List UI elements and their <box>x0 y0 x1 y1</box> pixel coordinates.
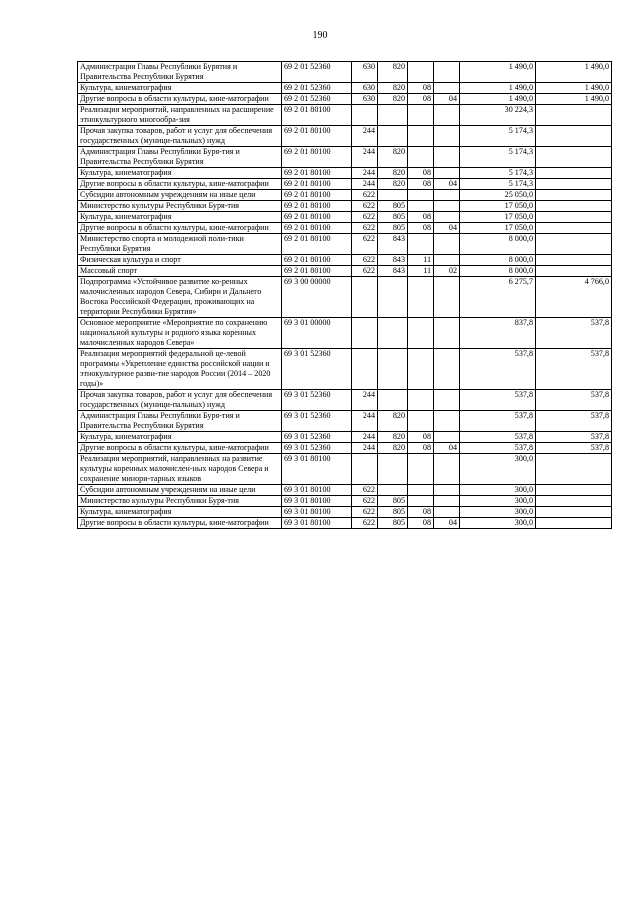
amount-year-2-cell <box>536 518 612 529</box>
section-cell: 08 <box>408 443 434 454</box>
section-cell: 08 <box>408 212 434 223</box>
row-name-cell: Министерство спорта и молодежной поли-тики Республики Бурятия <box>78 234 282 255</box>
ministry-code-cell: 805 <box>378 223 408 234</box>
amount-year-2-cell: 1 490,0 <box>536 62 612 83</box>
expense-type-cell: 630 <box>352 62 378 83</box>
ministry-code-cell <box>378 318 408 349</box>
row-name-cell: Прочая закупка товаров, работ и услуг для обеспечения государственных (муници-пальных) нужд <box>78 390 282 411</box>
amount-year-1-cell: 300,0 <box>460 518 536 529</box>
amount-year-1-cell: 537,8 <box>460 349 536 390</box>
expense-type-cell: 630 <box>352 83 378 94</box>
table-row <box>78 411 612 432</box>
expense-type-cell: 622 <box>352 507 378 518</box>
subsection-cell <box>434 432 460 443</box>
target-code-cell: 69 3 01 80100 <box>282 485 352 496</box>
table-row <box>78 266 612 277</box>
amount-year-2-cell <box>536 126 612 147</box>
section-cell: 08 <box>408 168 434 179</box>
expense-type-cell: 622 <box>352 190 378 201</box>
target-code-cell: 69 2 01 80100 <box>282 168 352 179</box>
amount-year-1-cell: 30 224,3 <box>460 105 536 126</box>
expense-type-cell <box>352 454 378 485</box>
amount-year-2-cell <box>536 147 612 168</box>
subsection-cell <box>434 390 460 411</box>
subsection-cell <box>434 507 460 518</box>
row-name-cell: Реализация мероприятий федеральной це-левой программы «Укрепление единства российской нации и этнокультурное разви-тие народов России (2014 – 2020 годы)» <box>78 349 282 390</box>
amount-year-2-cell: 537,8 <box>536 349 612 390</box>
amount-year-1-cell: 17 050,0 <box>460 212 536 223</box>
row-name-cell: Культура, кинематография <box>78 507 282 518</box>
target-code-cell: 69 3 01 80100 <box>282 496 352 507</box>
expense-type-cell: 244 <box>352 432 378 443</box>
amount-year-1-cell: 537,8 <box>460 411 536 432</box>
amount-year-1-cell: 837,8 <box>460 318 536 349</box>
table-row <box>78 94 612 105</box>
subsection-cell <box>434 411 460 432</box>
subsection-cell <box>434 349 460 390</box>
expense-type-cell: 244 <box>352 168 378 179</box>
ministry-code-cell <box>378 105 408 126</box>
target-code-cell: 69 3 01 00000 <box>282 318 352 349</box>
amount-year-2-cell <box>536 485 612 496</box>
subsection-cell: 02 <box>434 266 460 277</box>
ministry-code-cell: 820 <box>378 62 408 83</box>
table-row <box>78 432 612 443</box>
expense-type-cell <box>352 349 378 390</box>
target-code-cell: 69 3 01 52360 <box>282 411 352 432</box>
amount-year-2-cell <box>536 201 612 212</box>
amount-year-1-cell: 300,0 <box>460 496 536 507</box>
section-cell: 08 <box>408 223 434 234</box>
target-code-cell: 69 3 01 52360 <box>282 349 352 390</box>
amount-year-1-cell: 5 174,3 <box>460 126 536 147</box>
subsection-cell: 04 <box>434 94 460 105</box>
amount-year-2-cell: 537,8 <box>536 443 612 454</box>
subsection-cell <box>434 62 460 83</box>
amount-year-1-cell: 300,0 <box>460 507 536 518</box>
subsection-cell <box>434 83 460 94</box>
expense-type-cell: 244 <box>352 147 378 168</box>
section-cell <box>408 126 434 147</box>
subsection-cell <box>434 168 460 179</box>
table-row <box>78 390 612 411</box>
target-code-cell: 69 2 01 80100 <box>282 105 352 126</box>
table-row <box>78 349 612 390</box>
ministry-code-cell: 843 <box>378 255 408 266</box>
row-name-cell: Субсидии автономным учреждениям на иные цели <box>78 190 282 201</box>
subsection-cell <box>434 454 460 485</box>
section-cell <box>408 105 434 126</box>
target-code-cell: 69 3 01 80100 <box>282 518 352 529</box>
section-cell <box>408 147 434 168</box>
amount-year-1-cell: 17 050,0 <box>460 223 536 234</box>
row-name-cell: Культура, кинематография <box>78 432 282 443</box>
subsection-cell <box>434 485 460 496</box>
amount-year-1-cell: 5 174,3 <box>460 147 536 168</box>
subsection-cell <box>434 212 460 223</box>
target-code-cell: 69 2 01 80100 <box>282 212 352 223</box>
amount-year-2-cell <box>536 255 612 266</box>
amount-year-2-cell <box>536 234 612 255</box>
table-row <box>78 212 612 223</box>
amount-year-1-cell: 25 050,0 <box>460 190 536 201</box>
amount-year-2-cell <box>536 179 612 190</box>
page-number: 190 <box>312 30 328 41</box>
expense-type-cell: 244 <box>352 179 378 190</box>
amount-year-2-cell <box>536 212 612 223</box>
section-cell <box>408 234 434 255</box>
subsection-cell <box>434 126 460 147</box>
ministry-code-cell: 820 <box>378 179 408 190</box>
amount-year-2-cell: 537,8 <box>536 390 612 411</box>
section-cell <box>408 277 434 318</box>
table-row <box>78 168 612 179</box>
target-code-cell: 69 3 01 80100 <box>282 454 352 485</box>
row-name-cell: Другие вопросы в области культуры, кине-матографии <box>78 443 282 454</box>
ministry-code-cell <box>378 390 408 411</box>
subsection-cell: 04 <box>434 518 460 529</box>
budget-table <box>77 61 612 529</box>
target-code-cell: 69 2 01 80100 <box>282 147 352 168</box>
amount-year-2-cell: 1 490,0 <box>536 83 612 94</box>
target-code-cell: 69 3 01 52360 <box>282 443 352 454</box>
ministry-code-cell: 820 <box>378 168 408 179</box>
amount-year-1-cell: 17 050,0 <box>460 201 536 212</box>
target-code-cell: 69 2 01 80100 <box>282 126 352 147</box>
table-row <box>78 454 612 485</box>
expense-type-cell <box>352 105 378 126</box>
amount-year-1-cell: 1 490,0 <box>460 62 536 83</box>
table-row <box>78 496 612 507</box>
expense-type-cell <box>352 318 378 349</box>
target-code-cell: 69 2 01 80100 <box>282 190 352 201</box>
subsection-cell <box>434 201 460 212</box>
table-row <box>78 201 612 212</box>
table-row <box>78 443 612 454</box>
section-cell <box>408 190 434 201</box>
row-name-cell: Другие вопросы в области культуры, кине-матографии <box>78 223 282 234</box>
row-name-cell: Культура, кинематография <box>78 212 282 223</box>
table-row <box>78 105 612 126</box>
target-code-cell: 69 3 01 80100 <box>282 507 352 518</box>
ministry-code-cell <box>378 349 408 390</box>
amount-year-1-cell: 5 174,3 <box>460 168 536 179</box>
ministry-code-cell: 805 <box>378 507 408 518</box>
target-code-cell: 69 2 01 80100 <box>282 201 352 212</box>
section-cell <box>408 496 434 507</box>
amount-year-1-cell: 6 275,7 <box>460 277 536 318</box>
subsection-cell <box>434 190 460 201</box>
row-name-cell: Другие вопросы в области культуры, кине-матографии <box>78 179 282 190</box>
ministry-code-cell: 820 <box>378 83 408 94</box>
ministry-code-cell: 805 <box>378 201 408 212</box>
ministry-code-cell <box>378 190 408 201</box>
subsection-cell <box>434 147 460 168</box>
section-cell: 08 <box>408 94 434 105</box>
ministry-code-cell: 843 <box>378 266 408 277</box>
expense-type-cell: 622 <box>352 234 378 255</box>
row-name-cell: Реализация мероприятий, направленных на расширение этнокультурного многообра-зия <box>78 105 282 126</box>
ministry-code-cell: 805 <box>378 518 408 529</box>
table-row <box>78 234 612 255</box>
subsection-cell <box>434 105 460 126</box>
target-code-cell: 69 2 01 52360 <box>282 83 352 94</box>
row-name-cell: Субсидии автономным учреждениям на иные цели <box>78 485 282 496</box>
amount-year-2-cell <box>536 507 612 518</box>
expense-type-cell: 622 <box>352 518 378 529</box>
section-cell <box>408 201 434 212</box>
table-row <box>78 518 612 529</box>
section-cell: 08 <box>408 83 434 94</box>
ministry-code-cell: 820 <box>378 94 408 105</box>
table-row <box>78 62 612 83</box>
ministry-code-cell: 843 <box>378 234 408 255</box>
target-code-cell: 69 2 01 80100 <box>282 266 352 277</box>
section-cell <box>408 454 434 485</box>
expense-type-cell: 622 <box>352 266 378 277</box>
subsection-cell <box>434 277 460 318</box>
amount-year-1-cell: 300,0 <box>460 485 536 496</box>
table-row <box>78 507 612 518</box>
expense-type-cell: 622 <box>352 496 378 507</box>
target-code-cell: 69 2 01 52360 <box>282 62 352 83</box>
amount-year-2-cell <box>536 454 612 485</box>
table-row <box>78 318 612 349</box>
section-cell: 08 <box>408 432 434 443</box>
ministry-code-cell: 820 <box>378 147 408 168</box>
amount-year-1-cell: 537,8 <box>460 390 536 411</box>
section-cell: 08 <box>408 518 434 529</box>
section-cell: 11 <box>408 266 434 277</box>
row-name-cell: Реализация мероприятий, направленных на развитие культуры коренных малочислен-ных народов Севера и сохранение минори-тарных языков <box>78 454 282 485</box>
amount-year-2-cell: 1 490,0 <box>536 94 612 105</box>
amount-year-2-cell: 537,8 <box>536 432 612 443</box>
table-row <box>78 255 612 266</box>
ministry-code-cell: 805 <box>378 496 408 507</box>
expense-type-cell: 622 <box>352 223 378 234</box>
amount-year-2-cell <box>536 266 612 277</box>
table-row <box>78 485 612 496</box>
subsection-cell: 04 <box>434 443 460 454</box>
amount-year-2-cell: 4 766,0 <box>536 277 612 318</box>
ministry-code-cell <box>378 126 408 147</box>
expense-type-cell: 622 <box>352 255 378 266</box>
ministry-code-cell <box>378 485 408 496</box>
subsection-cell <box>434 255 460 266</box>
expense-type-cell: 244 <box>352 126 378 147</box>
amount-year-2-cell <box>536 190 612 201</box>
amount-year-2-cell <box>536 496 612 507</box>
section-cell: 08 <box>408 179 434 190</box>
table-row <box>78 277 612 318</box>
row-name-cell: Администрация Главы Республики Буря-тия и Правительства Республики Бурятия <box>78 411 282 432</box>
amount-year-1-cell: 1 490,0 <box>460 83 536 94</box>
row-name-cell: Другие вопросы в области культуры, кине-матографии <box>78 94 282 105</box>
ministry-code-cell <box>378 454 408 485</box>
amount-year-1-cell: 537,8 <box>460 443 536 454</box>
target-code-cell: 69 2 01 80100 <box>282 179 352 190</box>
expense-type-cell: 622 <box>352 201 378 212</box>
amount-year-1-cell: 300,0 <box>460 454 536 485</box>
row-name-cell: Прочая закупка товаров, работ и услуг для обеспечения государственных (муници-пальных) нужд <box>78 126 282 147</box>
subsection-cell: 04 <box>434 179 460 190</box>
row-name-cell: Министерство культуры Республики Буря-тия <box>78 496 282 507</box>
section-cell <box>408 485 434 496</box>
row-name-cell: Культура, кинематография <box>78 168 282 179</box>
amount-year-1-cell: 8 000,0 <box>460 266 536 277</box>
amount-year-1-cell: 537,8 <box>460 432 536 443</box>
section-cell <box>408 62 434 83</box>
row-name-cell: Физическая культура и спорт <box>78 255 282 266</box>
amount-year-1-cell: 1 490,0 <box>460 94 536 105</box>
amount-year-2-cell: 537,8 <box>536 411 612 432</box>
amount-year-2-cell: 537,8 <box>536 318 612 349</box>
row-name-cell: Массовый спорт <box>78 266 282 277</box>
row-name-cell: Администрация Главы Республики Бурятия и Правительства Республики Бурятия <box>78 62 282 83</box>
table-row <box>78 147 612 168</box>
subsection-cell <box>434 318 460 349</box>
table-row <box>78 126 612 147</box>
subsection-cell: 04 <box>434 223 460 234</box>
amount-year-1-cell: 8 000,0 <box>460 234 536 255</box>
section-cell <box>408 390 434 411</box>
row-name-cell: Подпрограмма «Устойчивое развитие ко-ренных малочисленных народов Севера, Сибири и Дальнего Востока Российской Федерации, проживающих на территории Республики Бурятия» <box>78 277 282 318</box>
expense-type-cell: 630 <box>352 94 378 105</box>
target-code-cell: 69 3 01 52360 <box>282 432 352 443</box>
ministry-code-cell: 820 <box>378 411 408 432</box>
section-cell <box>408 411 434 432</box>
amount-year-2-cell <box>536 168 612 179</box>
row-name-cell: Министерство культуры Республики Буря-тия <box>78 201 282 212</box>
amount-year-1-cell: 8 000,0 <box>460 255 536 266</box>
section-cell <box>408 318 434 349</box>
expense-type-cell: 622 <box>352 212 378 223</box>
row-name-cell: Основное мероприятие «Мероприятие по сохранению национальной культуры и родного языка коренных малочисленных народов Севера» <box>78 318 282 349</box>
subsection-cell <box>434 496 460 507</box>
subsection-cell <box>434 234 460 255</box>
expense-type-cell: 244 <box>352 443 378 454</box>
table-row <box>78 179 612 190</box>
ministry-code-cell <box>378 277 408 318</box>
expense-type-cell: 622 <box>352 485 378 496</box>
target-code-cell: 69 2 01 80100 <box>282 255 352 266</box>
ministry-code-cell: 805 <box>378 212 408 223</box>
target-code-cell: 69 2 01 52360 <box>282 94 352 105</box>
target-code-cell: 69 3 00 00000 <box>282 277 352 318</box>
target-code-cell: 69 2 01 80100 <box>282 234 352 255</box>
row-name-cell: Другие вопросы в области культуры, кине-матографии <box>78 518 282 529</box>
table-row <box>78 83 612 94</box>
expense-type-cell: 244 <box>352 390 378 411</box>
section-cell: 08 <box>408 507 434 518</box>
amount-year-1-cell: 5 174,3 <box>460 179 536 190</box>
table-row <box>78 223 612 234</box>
target-code-cell: 69 2 01 80100 <box>282 223 352 234</box>
ministry-code-cell: 820 <box>378 432 408 443</box>
expense-type-cell: 244 <box>352 411 378 432</box>
row-name-cell: Культура, кинематография <box>78 83 282 94</box>
section-cell <box>408 349 434 390</box>
amount-year-2-cell <box>536 223 612 234</box>
table-row <box>78 190 612 201</box>
row-name-cell: Администрация Главы Республики Буря-тия и Правительства Республики Бурятия <box>78 147 282 168</box>
amount-year-2-cell <box>536 105 612 126</box>
ministry-code-cell: 820 <box>378 443 408 454</box>
table-body <box>78 62 612 529</box>
expense-type-cell <box>352 277 378 318</box>
section-cell: 11 <box>408 255 434 266</box>
target-code-cell: 69 3 01 52360 <box>282 390 352 411</box>
